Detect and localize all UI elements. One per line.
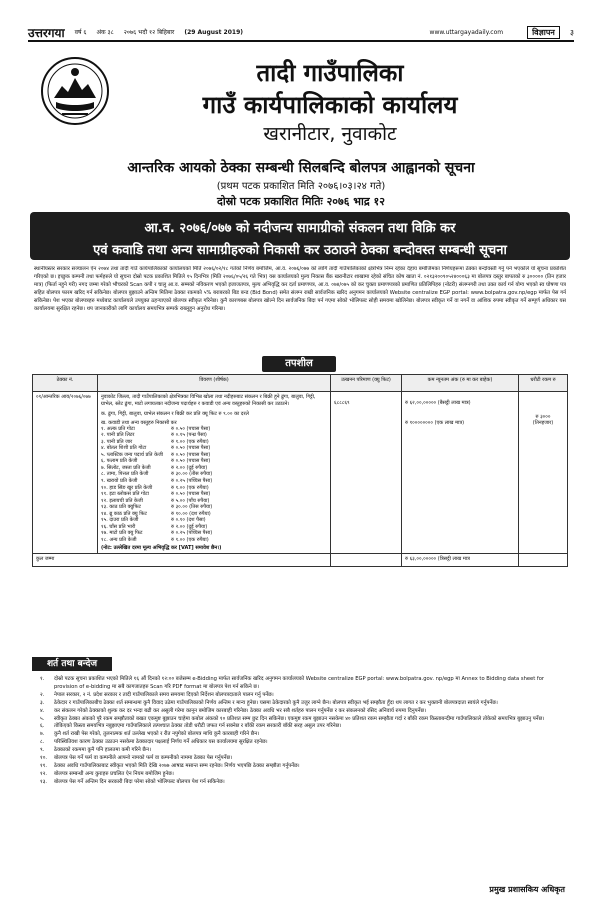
contract-number: ०१/आन्तरिक आय/२०७६/०७७ [33, 392, 98, 554]
condition-text: स्वीकृत ठेक्का अंकको पूरै रकम सम्झौताको बखत एकमुष्ट बुझाउन चाहेमा कबोल अंकको १० प्रतिशत सम्म छुट दिन सकिनेछ। एकमुष्ट रकम बुझाउन नसकेमा ४० प्रतिशत रकम सम्झौता गर्दा र बाँकी रकम किस्ताबन्दीमा गाउँपालिकाले तोकेको समयभित्र बुझाउनु पर्नेछ। [54, 715, 545, 722]
condition-text: दोस्रो पटक सूचना प्रकाशित भएको मितिले १६ औं दिनको १२:०० बजेसम्म e-Bidding मार्फत सार्वजनिक खरिद अनुगमन कार्यालयको Website centralize EGP portal: www.bolpatra.gov. np/egp मा Annex to Bidding data sheet for provision of e-bidding मा सबै कागजातहरु Scan गरि PDF format मा बोलपत्र पेश गर्न सकिने छ। [54, 676, 545, 690]
condition-text: कर संकलन गरेको ठेक्काको शुल्क कर दर भन्दा बढी कर असुली गरेमा कानून बमोजिम कारबाही गरिनेछ। ठेक्का अवधि भर सबै शर्तहरु पालन गर्नुपर्नेछ र कर संकलनको रसिद अनिवार्य रुपमा दिनुपर्नेछ। [54, 707, 427, 714]
condition-text: बोलपत्र सम्बन्धी अन्य कुराहरु प्रचलित ऐन नियम बमोजिम हुनेछ। [54, 770, 174, 777]
condition-number: ८. [40, 739, 45, 746]
condition-item [40, 739, 566, 747]
signature: प्रमुख प्रशासकिय अधिकृत [489, 885, 565, 894]
item-rate: रु १०.०० (दश रुपैया) [171, 510, 211, 517]
condition-item [40, 779, 566, 787]
col-contract-no: ठेक्का नं. [33, 375, 98, 392]
item-rate: रु ०.५० (पचास पैसा) [171, 425, 211, 432]
item-name: ७. सिलोट, जस्ता प्रति केजी [101, 464, 151, 471]
condition-item [40, 692, 566, 700]
office-title-line2: गाउँ कार्यपालिकाको कार्यालय [202, 91, 458, 119]
table-row [33, 392, 568, 554]
item-rate: रु ०.२५ (पच्चिस पैसा) [171, 530, 213, 537]
item-name: ४. बोतल शिशी प्रति गोटा [101, 445, 147, 452]
condition-number: ३. [40, 699, 45, 706]
item-rate: रु २.०० (दुई रुपैया) [171, 523, 208, 530]
conditions-list [40, 676, 566, 787]
masthead-date-en: (29 August 2019) [184, 28, 243, 36]
min-amount-2: रु १०००००००० (एक लाख मात्र) [405, 420, 465, 426]
col-min-amount: कम न्यूनतम अंक (रु मा कर बाहेक) [402, 375, 519, 392]
item-rate: रु ०.१५ (पन्ध्र पैसा) [171, 432, 207, 439]
item-rate: रु १.०० (एक रुपैया) [171, 438, 209, 445]
item-name: ८. तामा, पित्तल प्रति केजी [101, 471, 149, 478]
newspaper-brand: उत्तरगया [28, 25, 65, 40]
conditions-heading: शर्त तथा बन्देज [32, 657, 112, 671]
item-name: १४. ब्रु काठ प्रति क्यु फिट [101, 510, 147, 517]
quantity-cell: ६८८८६९ [331, 392, 402, 554]
total-empty-2 [519, 554, 568, 567]
item-rate: रु ०.५० (पचास पैसा) [171, 451, 211, 458]
condition-number: २. [40, 691, 45, 698]
condition-number: १०. [40, 755, 48, 762]
item-name: २. पानी प्रति लिटर [101, 432, 135, 439]
masthead [28, 24, 574, 42]
banner-line1: आ.व. २०७६/०७७ को नदीजन्य सामाग्रीको संकलन तथा विक्रि कर [144, 221, 456, 236]
condition-item [40, 771, 566, 779]
condition-text: ठेक्का अवधि गाउँपालिकाबाट स्वीकृत भएको मिति देखि २०७७ आषाढ मसान्त सम्म रहनेछ। निर्णय भएपछि ठेक्का सम्झौता गर्नुपर्नेछ। [54, 762, 300, 769]
details-heading: तपशील [262, 356, 336, 372]
item-name: १३. काठ प्रति क्युफिट [101, 504, 141, 511]
condition-text: बोलपत्र पेस गर्ने अन्तिम दिन सरकारी बिदा परेमा सोको भोलिपल्ट बोलपत्र पेश गर्न सकिनेछ। [54, 778, 225, 785]
item-name: ९. खरायो प्रति केजी [101, 477, 138, 484]
condition-text: परिस्थितिवश कारण ठेक्का उठाउन नसकेमा ठेक्कादार पक्षलाई निर्णय गर्ने अधिकार यस कार्यालयमा सुरक्षित रहनेछ। [54, 739, 268, 746]
masthead-page-number: ३ [569, 27, 574, 37]
condition-number: १२. [40, 770, 48, 777]
item-name: १७. माटो प्रति क्यु फिट [101, 530, 143, 537]
item-rate: रु ०.१० (दश पैसा) [171, 517, 206, 524]
condition-item [40, 700, 566, 708]
condition-text: ठेक्काको रकममा कुनै पनि हालतमा कमी गरिने छैन। [54, 747, 151, 754]
condition-text: कुनै शर्त राखी पेस गरेको, तुलनात्मक शर्त उल्लेख भएको र रीत नपुगेको बोलपत्र माथि कुनै कारबाही गरिने छैन। [54, 731, 260, 738]
intro-paragraph: स्थानीयस्तर सरकार सञ्चालन ऐन २०७४ तथा तादी गाउँ कार्यपालिकाको कार्यालयको मिति २०७६/०२/१८ गतेको निर्णय बमोजिम, आ.व. २०७६/०७७ को लागि तादी गाउँपालिकाको क्षेत्रभित्र निम्न रहेका देहाय बमोजिमका निर्णयहरूमा ठेक्का बन्दोवस्ती गर्नु पर्ने भएकोले यो सूचना प्रकाशित गरिएको छ। इच्छुक कम्पनी तथा फर्महरुले यो सूचना दोस्रो पटक प्रकाशित मितिले १५ दिनभित्र (मिति २०७६/०५/२६ गते भित्र) यस कार्यालयको मुल्य निकास बैंक खरानीटार शाखामा रहेको संचित कोष खाता नं. ०२१३२००९०५२४०००६३ मा बोलपत्र दस्तुर बापतको रु ३००००० (तिन हजार मात्र) (फिर्ता नहुने गरी) नगद जम्मा गरेको भौचरको Scan कपी र चालु आ.व. सम्मको नविकरण भएको इजाजतपत्र, मुल्य अभिवृद्धि कर दर्ता प्रमाणपत्र, आ.व. ०७४/०७५ को कर चुक्ता प्रमाणपत्रको प्रमाणित प्रतिलिपिहरु (नोटरी) संलग्नगरी तथा उक्त कार्य गर्न योग्य भएको स्व घोषणा पत्र सहित बोलपत्र फारम खरिद गर्न सकिनेछ। बोलपत्र बुझाउने अन्तिम मितिमा ठेक्का रकमको ५% बराबरको बिड बन्ड (Bid Bond) समेत संलग्न राखी सार्वजनिक खरिद अनुगमन कार्यालयको Website centralize EGP portal: www.bolpatra.gov.np/egp मार्फत पेस गर्न सकिनेछ। पेश भएका बोलपत्रहरु मध्येबाट कार्यालयले उपयुक्त ठहर्‍याएको बोलपत्र स्वीकृत गरिनेछ। कुनै कारणबस बोलपत्र खोल्ने दिन सार्वजनिक बिदा पर्न गएमा सोको भोलिपल्ट सोही समयमा खोलिनेछ। बोलपत्र स्वीकृत गर्ने वा नगर्ने वा आंशिक रुपमा स्वीकृत गर्ने सम्पूर्ण अधिकार यस कार्यालयमा सुरक्षित रहनेछ। थप जानकारीको लागि कार्यालय समयभित्र सम्पर्क राख्नुहुन अनुरोध गरिन्छ। [34, 266, 566, 312]
banner-line2: एवं कवाडि तथा अन्य सामाग्रीहरुको निकासी कर उठाउने ठेक्का बन्दोवस्त सम्बन्धी सूचना [93, 243, 507, 258]
item-name: ३. पानी प्रति जार [101, 438, 133, 445]
item-rate: रु ३०.०० (तिस रुपैया) [171, 504, 213, 511]
col-description: विवरण (शीर्षक) [98, 375, 331, 392]
col-deposit: धरौटी रकम रु [519, 375, 568, 392]
nepal-emblem-logo [40, 56, 110, 126]
office-title-line1: तादी गाउँपालिका [256, 59, 404, 87]
contract-table [32, 374, 568, 567]
item-rate: रु ०.५० (पचास पैसा) [171, 458, 211, 465]
min-amount-cell [402, 392, 519, 554]
condition-text: ठेकेदार र गाउँपालिकाबीच ठेक्का शर्त सम्बन्धमा कुनै विवाद उठेमा गाउँपालिकाको निर्णय अन्तिम र मान्य हुनेछ। यसमा ठेकेदारको कुनै उजुर लाग्ने छैन। बोलपत्र स्वीकृत भई सम्झौता हुँदा थप लागत र कर भुक्तानी बोलपत्रदाता स्वयंले गर्नुपर्नेछ। [54, 699, 498, 706]
description-head: नुवाकोट जिल्ला, तादी गाउँपालिकाको क्षेत्रभित्रका विभिन्न खोला तथा नदीहरुबाट संकलन र बिक्री हुने ढुंगा, बालुवा, गिट्टी, ग्राभेल, स्लेट ढुंगा, माटो लगायतका नदीजन्य पदार्थहरु र कवाडी एवं अन्य वस्तुहरुको निकासी कर उठाउने। [101, 394, 316, 407]
item-name: ५. प्लास्टिक जन्य पदार्थ प्रति केजी [101, 451, 163, 458]
condition-text: बोलपत्र पेस गर्ने फर्म वा कम्पनीले आफ्नो नामको फर्म वा कम्पनीको नाममा ठेक्का पेस गर्नुपर्नेछ। [54, 755, 233, 762]
condition-number: १३. [40, 778, 48, 785]
second-publication-date: दोस्रो पटक प्रकाशित मितिः २०७६ भाद्र १२ [217, 195, 385, 208]
masthead-date-np: २०७६ भदौ १२ बिहिबार [123, 29, 175, 36]
condition-item [40, 676, 566, 692]
item-name: १२. इलायची प्रति केजी [101, 497, 143, 504]
headline-banner [30, 212, 570, 260]
vat-note: (नोट: उल्लेखित दरमा मूल्य अभिवृद्धि कर [VAT] समावेश छैन।) [101, 545, 222, 552]
items-title: ख. कवाडी तथा अन्य वस्तुहरु निकासी कर [101, 419, 177, 426]
deposit-cell: रु ३००० (तिनहजार) [519, 392, 568, 554]
condition-item [40, 708, 566, 716]
description-cell [98, 392, 331, 554]
masthead-website: www.uttargayadaily.com [429, 28, 504, 36]
office-address: खरानीटार, नुवाकोट [263, 123, 397, 145]
condition-item [40, 755, 566, 763]
table-total-row [33, 554, 568, 567]
item-rate: रु ०.५० (पचास पैसा) [171, 445, 211, 452]
item-rate: रु १.०० (एक रुपैया) [171, 536, 209, 543]
item-name: १५. दाउरा प्रति केजी [101, 517, 139, 524]
item-name: ११. इटा ब्लोकस प्रति गोटा [101, 491, 149, 498]
col-quantity: उत्खनन परिमाण (क्यु फिट) [331, 375, 402, 392]
item-rate: रु ०.५० (पचास पैसा) [171, 491, 211, 498]
first-publication-date: (प्रथम पटक प्रकाशित मिति २०७६।०३।२४ गते) [216, 181, 386, 192]
total-amount: रु ६३,००,००००० (त्रिसट्ठी लाख मात्र [402, 554, 519, 567]
item-name: १८. अन्य प्रति केजी [101, 536, 137, 543]
item-rate: रु १.०० (एक रुपैया) [171, 484, 209, 491]
condition-number: ११. [40, 762, 48, 769]
condition-number: ७. [40, 731, 45, 738]
items-list [101, 426, 327, 544]
list-item [101, 537, 327, 544]
item-name: १. अल्क प्रति गोटा [101, 425, 135, 432]
condition-number: ५. [40, 715, 45, 722]
item-rate: रु ३०.०० (तीस रुपैया) [171, 471, 213, 478]
condition-number: ६. [40, 723, 45, 730]
masthead-issue: अंक ३८ [96, 29, 114, 36]
min-amount-1: रु ६२,००,००००० (बैसट्ठी लाख मात्र) [405, 400, 471, 406]
item-name: ६. फलाम प्रति केजी [101, 458, 138, 465]
condition-text: तोकिएको किस्ता समयभित्र नबुझाएमा गाउँपालिकाले तत्पश्चात ठेक्का तोडी धरौटी जफत गर्न सक्नेछ र बाँकी रकम सरकारी बाँकी सरह असुल उपर गरिनेछ। [54, 723, 342, 730]
masthead-section: विज्ञापन [527, 26, 560, 39]
condition-number: ९. [40, 747, 45, 754]
masthead-year: वर्ष ६ [74, 29, 87, 36]
total-empty [331, 554, 402, 567]
item-name: १०. हाड सिंङ खुर प्रति केजी [101, 484, 153, 491]
item-rate: रु ५.०० (पाँच रुपैया) [171, 497, 210, 504]
condition-item [40, 763, 566, 771]
condition-item [40, 747, 566, 755]
condition-number: १. [40, 676, 45, 682]
item-rate: रु ०.२५ (पच्चिस पैसा) [171, 477, 213, 484]
item-rate: रु २.०० (दुई रुपैया) [171, 464, 208, 471]
item-name: १६. घाँस प्रति भारी [101, 523, 136, 530]
total-label: कुल जम्मा [33, 554, 331, 567]
condition-number: ४. [40, 707, 45, 714]
notice-title: आन्तरिक आयको ठेक्का सम्बन्धी सिलबन्दि बोलपत्र आह्वानको सूचना [127, 160, 475, 176]
table-header-row [33, 375, 568, 392]
condition-text: नेपाल सरकार, २ नं. प्रदेश सरकार र तादी गाउँपालिकाले समय समयमा दिएको निर्देशन बोलपत्रदाताले पालन गर्नु पर्नेछ। [54, 691, 274, 698]
description-note: क. ढुंगा, गिट्टी, बालुवा, ग्राभेल संकलन र बिक्री कर प्रति क्यू फिट रु ९.०० का दरले [101, 410, 249, 417]
